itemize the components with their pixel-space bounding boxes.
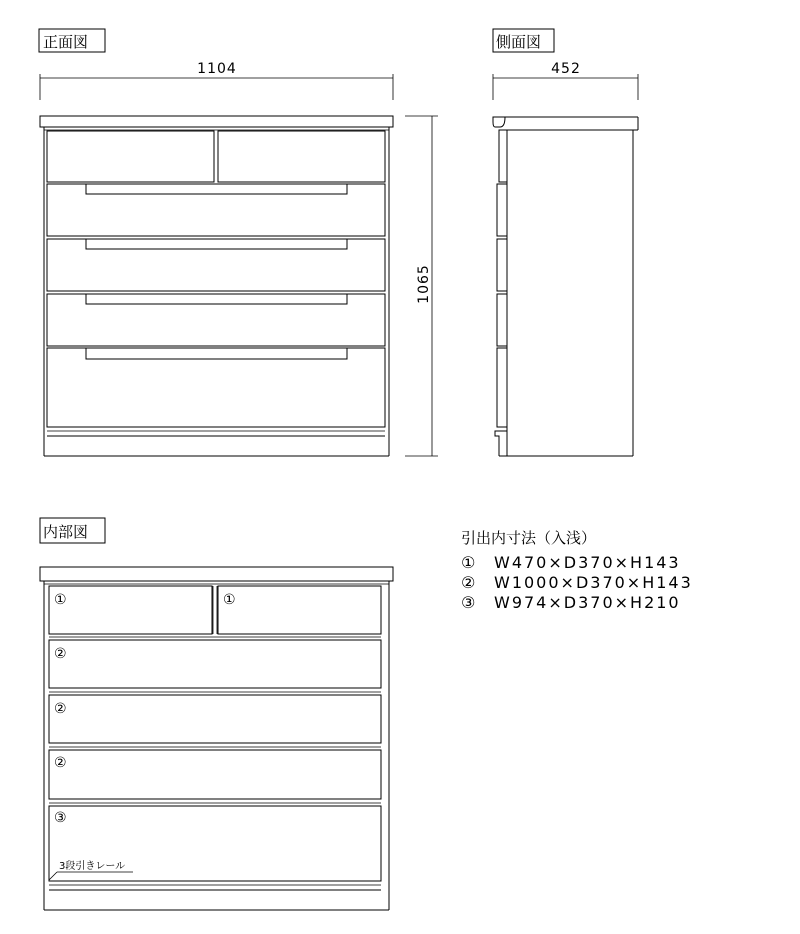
interior-mark-2b: ② [54,701,67,717]
front-width-label: 1104 [197,61,237,77]
side-view [493,29,638,456]
interior-drawer-2a [49,640,381,688]
front-cabinet [40,116,393,456]
spec-mark-2: ② [461,573,478,592]
front-drawer-3 [47,239,385,291]
front-view-title: 正面図 [43,33,89,51]
interior-mark-2a: ② [54,646,67,662]
front-drawer-4 [47,294,385,346]
interior-drawer-2c [49,750,381,799]
spec-text-1: W470×D370×H143 [494,553,681,572]
front-height-label: 1065 [416,264,432,304]
front-drawer-2-handle [86,184,347,194]
front-view [39,29,438,456]
front-drawer-4-handle [86,294,347,304]
front-drawer-2 [47,184,385,236]
front-top-board [40,116,393,127]
spec-list [461,529,693,612]
interior-drawer-2b [49,695,381,743]
interior-view [40,518,393,910]
interior-mark-2c: ② [54,755,67,771]
spec-text-2: W1000×D370×H143 [494,573,693,592]
front-width-dimension [40,61,393,100]
interior-mark-1a: ① [54,592,67,608]
side-depth-dimension [493,61,638,100]
interior-cabinet [40,567,393,910]
interior-mark-1b: ① [223,592,236,608]
front-height-dimension [405,116,438,456]
interior-drawer-1a [49,586,212,634]
front-drawer-3-handle [86,239,347,249]
front-drawer-5-handle [86,348,347,359]
side-cabinet [493,117,638,456]
interior-view-title: 内部図 [43,523,89,541]
interior-mark-3: ③ [54,810,67,826]
rail-note-label: 3段引きレール [59,861,126,872]
front-drawer-top-left [47,131,214,182]
front-drawer-top-right [218,131,385,182]
interior-drawer-1b [218,586,381,634]
interior-top-board [40,567,393,581]
side-view-title: 側面図 [496,33,542,51]
front-drawer-5 [47,348,385,427]
side-depth-label: 452 [551,61,581,77]
rail-note [49,859,133,880]
spec-mark-1: ① [461,553,478,572]
spec-mark-3: ③ [461,593,478,612]
spec-text-3: W974×D370×H210 [494,593,681,612]
spec-title: 引出内寸法（入浅） [461,529,597,547]
